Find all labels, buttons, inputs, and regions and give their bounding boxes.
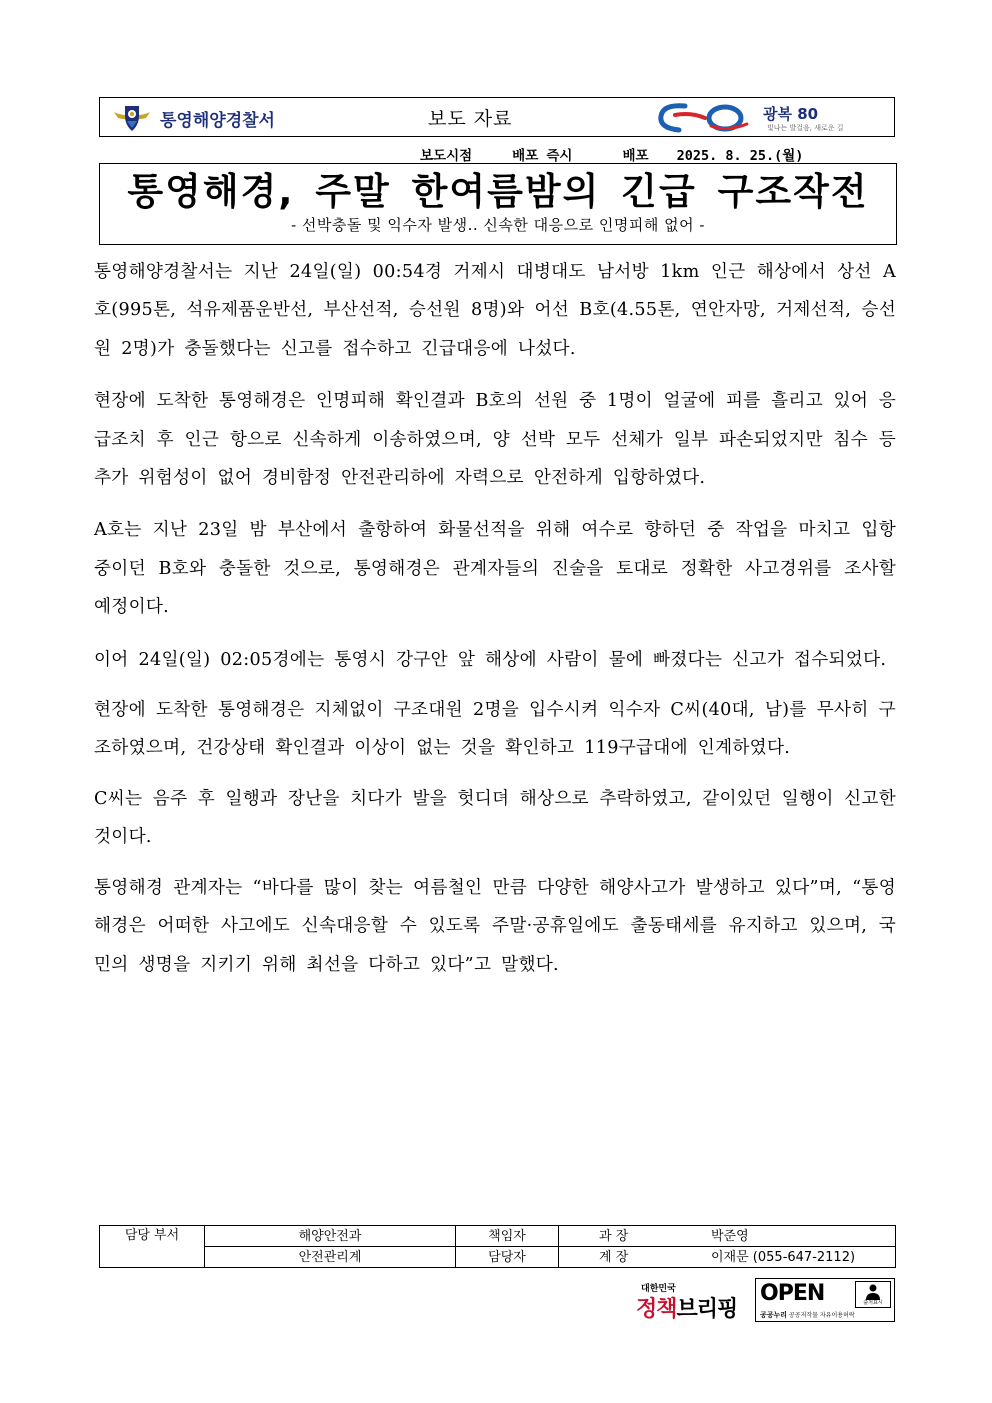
headline: 통영해경, 주말 한여름밤의 긴급 구조작전 xyxy=(127,170,869,213)
release-timing-value: 배포 즉시 xyxy=(512,148,573,164)
release-timing-label: 보도시점 xyxy=(420,148,473,164)
kogl-description: 공공저작물 자유이용허락 xyxy=(788,1312,855,1319)
briefing-country: 대한민국 xyxy=(641,1284,676,1294)
kogl-caption xyxy=(760,1310,855,1320)
dept-label: 담당 부서 xyxy=(100,1226,205,1268)
responsible-person xyxy=(559,1226,896,1247)
paragraph: 현장에 도착한 통영해경은 인명피해 확인결과 B호의 선원 중 1명이 얼굴에 피를 흘리고 있어 응급조치 후 인근 항으로 신속하게 이송하였으며, 양 선박 모두 선체가 일부 파손되었지만 침수 등 추가 위험성이 없어 경비함정 안전관리하에 자력으로 안전하게 입항하였다. xyxy=(94,391,896,489)
briefing-word-a: 정책 xyxy=(636,1297,677,1322)
table-row xyxy=(100,1247,896,1268)
sub-headline: - 선박충돌 및 익수자 발생.. 신속한 대응으로 인명피해 없어 - xyxy=(291,216,705,234)
table-row xyxy=(100,1226,896,1247)
attribution-badge xyxy=(855,1281,891,1308)
liberation-80-logo xyxy=(655,101,890,135)
paragraph: 통영해경 관계자는 “바다를 많이 찾는 여름철인 만큼 다양한 해양사고가 발생하고 있다”며, “통영해경은 어떠한 사고에도 신속대응할 수 있도록 주말·공휴일에도 출동태세를 유지하고 있으며, 국민의 생명을 지키기 위해 최선을 다하고 있다”고 말했다. xyxy=(94,877,896,975)
dept-name: 해양안전과 xyxy=(205,1226,456,1247)
headline-box xyxy=(99,163,897,245)
paragraph: 현장에 도착한 통영해경은 지체없이 구조대원 2명을 입수시켜 익수자 C씨(40대, 남)를 무사히 구조하였으며, 건강상태 확인결과 이상이 없는 것을 확인하고 119구급대에 인계하였다. xyxy=(94,700,896,759)
paragraph: 이어 24일(일) 02:05경에는 통영시 강구안 앞 해상에 사람이 물에 빠졌다는 신고가 접수되었다. xyxy=(94,649,887,670)
responsible-label: 책임자 xyxy=(456,1226,559,1247)
responsible-name: 박준영 xyxy=(711,1228,749,1244)
team-name: 안전관리계 xyxy=(205,1247,456,1268)
kogl-open-license xyxy=(755,1278,895,1322)
paragraph: A호는 지난 23일 밤 부산에서 출항하여 화물선적을 위해 여수로 향하던 중 작업을 마치고 입항중이던 B호와 충돌한 것으로, 통영해경은 관계자들의 진술을 토대로 정확한 사고경위를 조사할 예정이다. xyxy=(94,520,896,618)
agency-name: 통영해양경찰서 xyxy=(160,111,275,131)
briefing-wordmark xyxy=(636,1292,737,1323)
paragraph: C씨는 음주 후 일행과 장난을 치다가 발을 헛디뎌 해상으로 추락하였고, 같이있던 일행이 신고한 것이다. xyxy=(94,788,896,848)
kogl-open-text: OPEN xyxy=(760,1281,825,1306)
distribution-label: 배포 xyxy=(622,148,649,164)
briefing-word-b: 브리핑 xyxy=(676,1297,738,1322)
paragraph: 통영해양경찰서는 지난 24일(일) 00:54경 거제시 대병대도 남서방 1km 인근 해상에서 상선 A호(995톤, 석유제품운반선, 부산선적, 승선원 8명)와 어선 B호(4.55톤, 연안자망, 거제선적, 승선원 2명)가 충돌했다는 신고를 접수하고 긴급대응에 나섰다. xyxy=(94,262,896,359)
press-header xyxy=(99,97,895,137)
attribution-label: 출처표시 xyxy=(863,1300,883,1306)
kogl-name: 공공누리 xyxy=(760,1311,788,1319)
release-info xyxy=(420,144,803,164)
article-body xyxy=(94,253,896,998)
liberation-80-slogan: 빛나는 발걸음, 새로운 길 xyxy=(767,124,844,132)
policy-briefing-logo xyxy=(636,1281,744,1323)
staff-person xyxy=(559,1247,896,1268)
agency-logo xyxy=(112,103,412,133)
staff-title: 계 장 xyxy=(599,1249,629,1265)
contact-table xyxy=(99,1225,896,1268)
responsible-title: 과 장 xyxy=(599,1228,629,1244)
liberation-80-mark-icon xyxy=(655,102,759,134)
coast-guard-emblem-icon xyxy=(112,103,152,133)
liberation-80-text: 광복 80 xyxy=(763,105,819,123)
distribution-date: 2025. 8. 25.(월) xyxy=(676,148,804,164)
staff-label: 담당자 xyxy=(456,1247,559,1268)
doc-type-label: 보도 자료 xyxy=(428,108,513,130)
staff-name-phone: 이재문 (055-647-2112) xyxy=(711,1249,856,1265)
